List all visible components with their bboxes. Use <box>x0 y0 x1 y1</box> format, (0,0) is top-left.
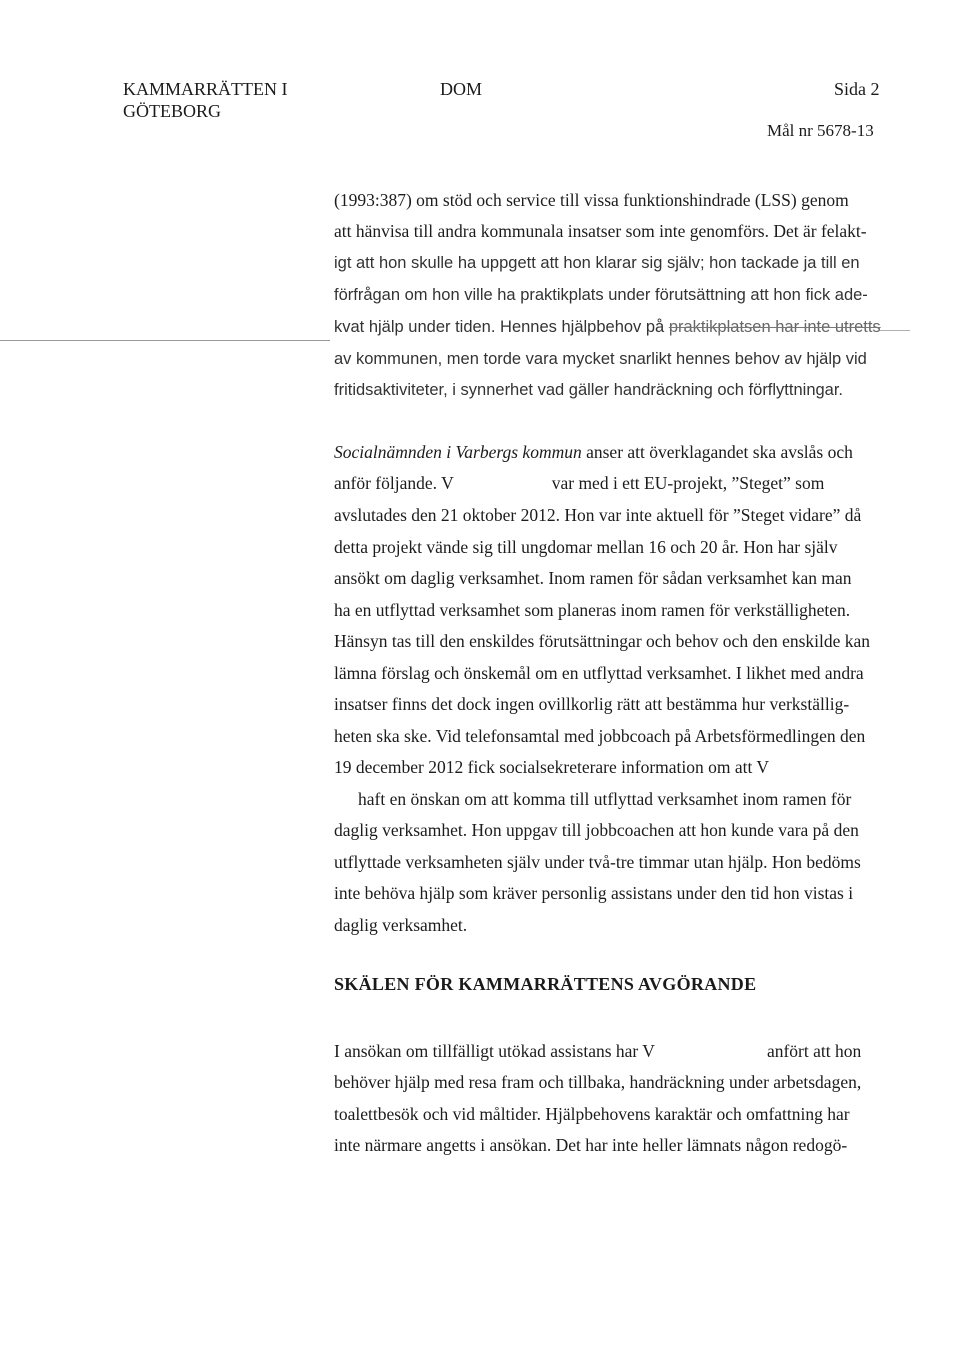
document-type: DOM <box>440 79 483 99</box>
text-line: inte närmare angetts i ansökan. Det har inte heller lämnats någon redogö- <box>334 1135 848 1155</box>
text-fragment: anser att överklagandet ska avslås och <box>581 442 853 462</box>
scan-artifact-line <box>0 340 330 341</box>
text-line: fritidsaktiviteter, i synnerhet vad gäller handräckning och förflyttningar. <box>334 381 844 399</box>
text-line: heten ska ske. Vid telefonsamtal med jobbcoach på Arbetsförmedlingen den <box>334 726 866 746</box>
text-fragment: I ansökan om tillfälligt utökad assistans har V <box>334 1041 655 1061</box>
text-fragment: anför följande. V <box>334 473 454 493</box>
party-name: Socialnämnden i Varbergs kommun <box>334 442 582 462</box>
text-fragment: kvat hjälp under tiden. Hennes hjälpbehov på <box>334 318 669 336</box>
court-name-line2: GÖTEBORG <box>123 101 221 121</box>
text-line: utflyttade verksamheten själv under två-tre timmar utan hjälp. Hon bedöms <box>334 852 861 872</box>
text-line: 19 december 2012 fick socialsekreterare information om att V <box>334 757 770 777</box>
text-line: daglig verksamhet. <box>334 915 468 935</box>
section-heading: SKÄLEN FÖR KAMMARRÄTTENS AVGÖRANDE <box>334 974 757 994</box>
text-line: förfrågan om hon ville ha praktikplats under förutsättning att hon fick ade- <box>334 286 868 304</box>
text-line: ansökt om daglig verksamhet. Inom ramen för sådan verksamhet kan man <box>334 568 852 588</box>
text-line: detta projekt vände sig till ungdomar mellan 16 och 20 år. Hon har själv <box>334 537 838 557</box>
text-line <box>334 315 881 339</box>
text-line: insatser finns det dock ingen ovillkorlig rätt att bestämma hur verkställig- <box>334 694 850 714</box>
scan-artifact-line <box>880 330 910 331</box>
text-line <box>334 471 824 495</box>
text-line <box>334 440 853 464</box>
text-line: Hänsyn tas till den enskildes förutsättningar och behov och den enskilde kan <box>334 631 871 651</box>
court-name <box>123 78 288 122</box>
text-line: daglig verksamhet. Hon uppgav till jobbcoachen att hon kunde vara på den <box>334 820 859 840</box>
page-number: Sida 2 <box>834 79 880 99</box>
text-line: inte behöva hjälp som kräver personlig assistans under den tid hon vistas i <box>334 883 854 903</box>
text-line: ha en utflyttad verksamhet som planeras inom ramen för verkställigheten. <box>334 600 851 620</box>
text-line <box>334 1039 861 1063</box>
text-line: behöver hjälp med resa fram och tillbaka, handräckning under arbetsdagen, <box>334 1072 862 1092</box>
text-line: av kommunen, men torde vara mycket snarlikt hennes behov av hjälp vid <box>334 350 867 368</box>
text-fragment: var med i ett EU-projekt, ”Steget” som <box>551 473 825 493</box>
case-number: Mål nr 5678-13 <box>767 121 874 140</box>
text-line: (1993:387) om stöd och service till vissa funktionshindrade (LSS) genom <box>334 190 849 210</box>
court-name-line1: KAMMARRÄTTEN I <box>123 79 288 99</box>
text-line: haft en önskan om att komma till utflyttad verksamhet inom ramen för <box>358 789 852 809</box>
text-line: toalettbesök och vid måltider. Hjälpbehovens karaktär och omfattning har <box>334 1104 850 1124</box>
text-line: att hänvisa till andra kommunala insatser som inte genomförs. Det är felakt- <box>334 221 867 241</box>
struck-text-fragment: praktikplatsen har inte utretts <box>668 318 881 336</box>
text-line: igt att hon skulle ha uppgett att hon klarar sig själv; hon tackade ja till en <box>334 254 860 272</box>
text-line: avslutades den 21 oktober 2012. Hon var inte aktuell för ”Steget vidare” då <box>334 505 862 525</box>
text-line: lämna förslag och önskemål om en utflyttad verksamhet. I likhet med andra <box>334 663 864 683</box>
text-fragment: anfört att hon <box>766 1041 862 1061</box>
